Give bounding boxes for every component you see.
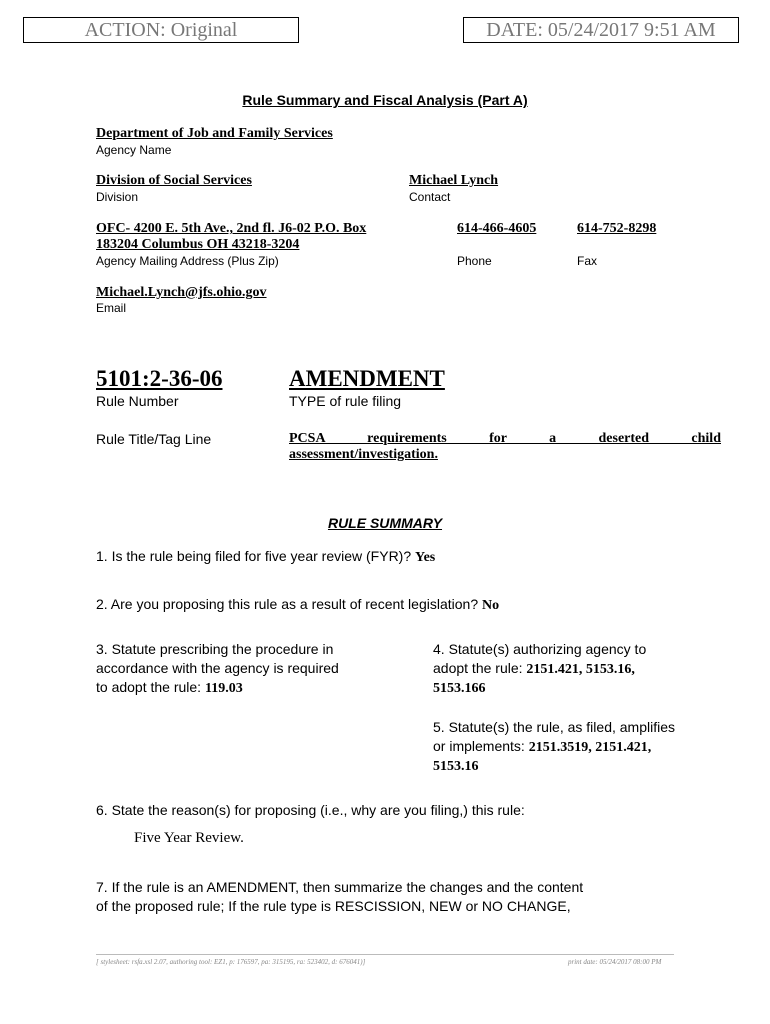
rule-title-line2: assessment/investigation. bbox=[289, 447, 438, 462]
question-3-line2: accordance with the agency is required bbox=[96, 660, 339, 676]
question-3-line3: to adopt the rule: 119.03 bbox=[96, 679, 243, 696]
question-4-line2: adopt the rule: 2151.421, 5153.16, bbox=[433, 660, 635, 677]
footer-right: print date: 05/24/2017 08:00 PM bbox=[568, 958, 662, 966]
question-5-line2: or implements: 2151.3519, 2151.421, bbox=[433, 738, 652, 755]
fax-value: 614-752-8298 bbox=[577, 221, 657, 236]
fax-caption: Fax bbox=[577, 254, 598, 268]
question-7 bbox=[96, 878, 583, 916]
question-5 bbox=[433, 718, 675, 776]
division-value: Division of Social Services bbox=[96, 173, 252, 188]
question-1 bbox=[96, 547, 435, 567]
question-2 bbox=[96, 595, 499, 615]
contact-caption: Contact bbox=[409, 190, 451, 204]
rule-number-caption: Rule Number bbox=[96, 393, 179, 409]
rule-type-value: AMENDMENT bbox=[289, 366, 445, 391]
question-3-line1: 3. Statute prescribing the procedure in bbox=[96, 641, 334, 657]
contact-value: Michael Lynch bbox=[409, 173, 499, 188]
question-4 bbox=[433, 640, 646, 698]
question-2-answer: No bbox=[482, 598, 500, 613]
address-caption: Agency Mailing Address (Plus Zip) bbox=[96, 254, 279, 268]
agency-name-caption: Agency Name bbox=[96, 143, 172, 157]
footer-rule bbox=[96, 954, 674, 955]
phone-caption: Phone bbox=[457, 254, 492, 268]
rule-summary-heading: RULE SUMMARY bbox=[327, 515, 443, 531]
date-box bbox=[463, 17, 739, 43]
rule-type-caption: TYPE of rule filing bbox=[289, 393, 402, 409]
division-caption: Division bbox=[96, 190, 139, 204]
question-2-text: 2. Are you proposing this rule as a result of recent legislation? bbox=[96, 596, 479, 612]
footer-left: [ stylesheet: rsfa.xsl 2.07, authoring tool: EZ1, p: 176597, pa: 315195, ra: 523402, d: 676041)] bbox=[96, 958, 366, 966]
question-6-text: 6. State the reason(s) for proposing (i.e., why are you filing,) this rule: bbox=[96, 802, 525, 818]
question-3 bbox=[96, 640, 339, 698]
document-title: Rule Summary and Fiscal Analysis (Part A) bbox=[242, 92, 528, 108]
question-7-line2: of the proposed rule; If the rule type is RESCISSION, NEW or NO CHANGE, bbox=[96, 898, 571, 914]
question-3-answer: 119.03 bbox=[204, 681, 243, 696]
address-line1: OFC- 4200 E. 5th Ave., 2nd fl. J6-02 P.O. Box bbox=[96, 221, 367, 236]
question-6-answer: Five Year Review. bbox=[134, 830, 244, 846]
question-1-text: 1. Is the rule being filed for five year review (FYR)? bbox=[96, 548, 412, 564]
email-value: Michael.Lynch@jfs.ohio.gov bbox=[96, 285, 267, 300]
question-7-line1: 7. If the rule is an AMENDMENT, then summarize the changes and the content bbox=[96, 879, 584, 895]
date-label: DATE: 05/24/2017 9:51 AM bbox=[486, 19, 716, 41]
rule-number-value: 5101:2-36-06 bbox=[96, 366, 223, 391]
phone-value: 614-466-4605 bbox=[457, 221, 537, 236]
rule-title-caption: Rule Title/Tag Line bbox=[96, 431, 212, 447]
action-label: ACTION: Original bbox=[84, 19, 238, 41]
question-5-answer-2: 5153.16 bbox=[433, 759, 479, 774]
question-4-answer-2: 5153.166 bbox=[433, 681, 486, 696]
rule-title-line1: PCSA requirements for a deserted child bbox=[289, 431, 721, 446]
address-line2: 183204 Columbus OH 43218-3204 bbox=[96, 237, 300, 252]
action-box bbox=[23, 17, 299, 43]
question-5-answer-1: 2151.3519, 2151.421, bbox=[528, 740, 652, 755]
email-caption: Email bbox=[96, 301, 127, 315]
question-1-answer: Yes bbox=[415, 550, 436, 565]
question-4-line1: 4. Statute(s) authorizing agency to bbox=[433, 641, 647, 657]
question-5-line1: 5. Statute(s) the rule, as filed, amplifies bbox=[433, 719, 675, 735]
agency-name-value: Department of Job and Family Services bbox=[96, 126, 333, 141]
question-4-answer-1: 2151.421, 5153.16, bbox=[526, 662, 635, 677]
